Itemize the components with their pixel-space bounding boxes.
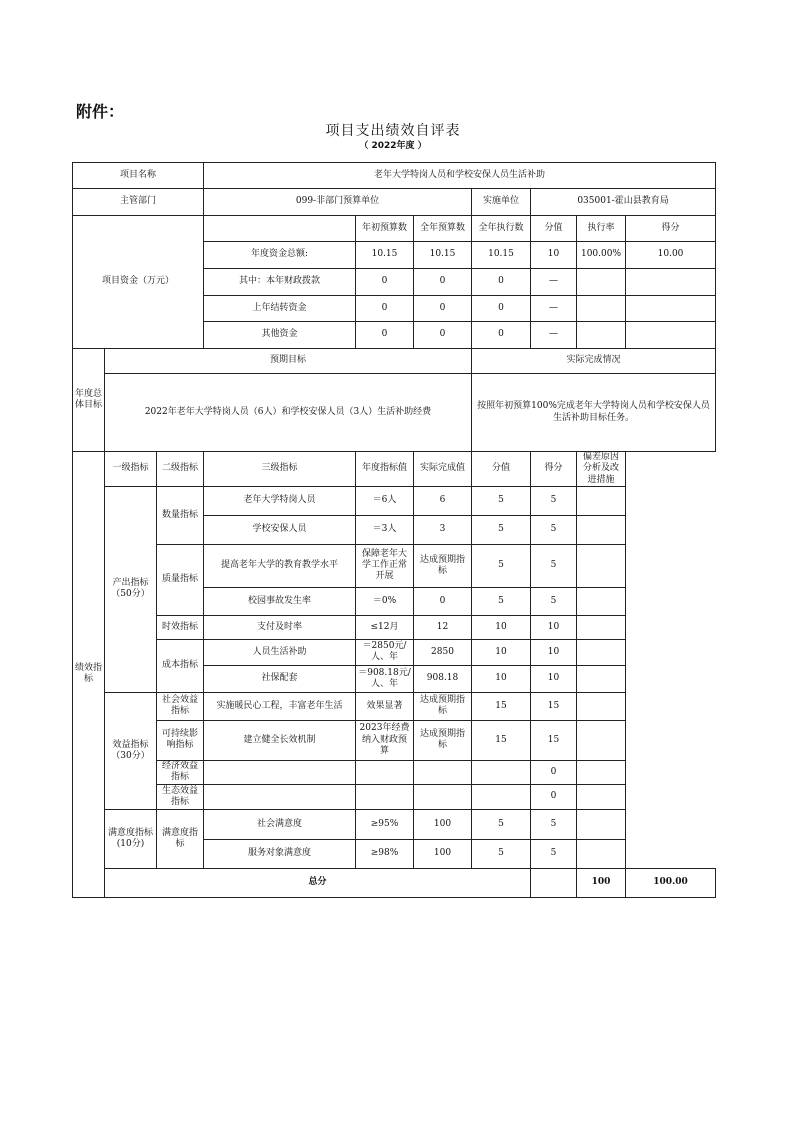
funds-cell: 0: [472, 322, 531, 349]
indicator-got: 0: [531, 760, 577, 784]
indicator-target: ≥95%: [356, 809, 414, 839]
funds-cell: —: [531, 322, 577, 349]
indicator-reason: [577, 784, 626, 809]
indicator-target: ＝2850元/人、年: [356, 639, 414, 665]
funds-cell: [577, 322, 626, 349]
indicator-target: ＝3人: [356, 515, 414, 544]
impl-label: 实施单位: [472, 189, 531, 216]
funds-header-blank: [204, 216, 356, 242]
level2-sustainable: 可持续影响指标: [157, 720, 204, 760]
funds-cell: [626, 269, 716, 296]
indicator-name: 人员生活补助: [204, 639, 356, 665]
indicator-got: 10: [531, 639, 577, 665]
overall-goal-label: 年度总体目标: [73, 349, 105, 452]
funds-cell: 0: [472, 296, 531, 322]
total-label: 总分: [105, 868, 531, 897]
indicator-target: 保障老年大学工作正常开展: [356, 544, 414, 587]
funds-header: 年初预算数: [356, 216, 414, 242]
indicator-actual: [414, 784, 472, 809]
indicator-actual: 6: [414, 486, 472, 515]
total-got: 100.00: [626, 868, 716, 897]
funds-row-name: 年度资金总额:: [204, 242, 356, 269]
funds-cell: 0: [356, 322, 414, 349]
indicator-name: 建立健全长效机制: [204, 720, 356, 760]
indicator-got: 5: [531, 839, 577, 868]
dept-label: 主管部门: [73, 189, 204, 216]
indicator-actual: 100: [414, 839, 472, 868]
indicator-name: 老年大学特岗人员: [204, 486, 356, 515]
perf-header: 得分: [531, 452, 577, 487]
perf-header: 三级指标: [204, 452, 356, 487]
funds-cell: —: [531, 269, 577, 296]
indicator-actual: 达成预期指标: [414, 692, 472, 720]
funds-cell: —: [531, 296, 577, 322]
funds-cell: [577, 296, 626, 322]
indicator-score: 10: [472, 639, 531, 665]
funds-cell: 10.15: [356, 242, 414, 269]
indicator-score: [472, 784, 531, 809]
indicator-reason: [577, 665, 626, 692]
indicator-reason: [577, 544, 626, 587]
indicator-name: 支付及时率: [204, 615, 356, 639]
indicator-score: [472, 760, 531, 784]
funds-cell: 0: [472, 269, 531, 296]
perf-header: 二级指标: [157, 452, 204, 487]
funds-cell: [626, 296, 716, 322]
funds-cell: 0: [356, 269, 414, 296]
indicator-got: 15: [531, 692, 577, 720]
indicator-target: [356, 760, 414, 784]
funds-label: 项目资金（万元）: [73, 216, 204, 349]
indicator-actual: 达成预期指标: [414, 720, 472, 760]
indicator-got: 15: [531, 720, 577, 760]
indicator-actual: 100: [414, 809, 472, 839]
indicator-name: 社会满意度: [204, 809, 356, 839]
total-score: 100: [577, 868, 626, 897]
funds-row-name: 上年结转资金: [204, 296, 356, 322]
indicator-score: 5: [472, 809, 531, 839]
indicator-score: 10: [472, 665, 531, 692]
indicator-score: 5: [472, 587, 531, 615]
funds-cell: 100.00%: [577, 242, 626, 269]
indicator-actual: 0: [414, 587, 472, 615]
expected-goal-header: 预期目标: [105, 349, 472, 374]
dept-value: 099-非部门预算单位: [204, 189, 472, 216]
expected-goal-text: 2022年老年大学特岗人员（6人）和学校安保人员（3人）生活补助经费: [105, 374, 472, 452]
document-title: 项目支出绩效自评表: [325, 123, 461, 139]
funds-cell: 0: [414, 322, 472, 349]
funds-header: 分值: [531, 216, 577, 242]
indicator-target: 效果显著: [356, 692, 414, 720]
funds-cell: 10.15: [414, 242, 472, 269]
level2-social-benefit: 社会效益指标: [157, 692, 204, 720]
perf-header: 分值: [472, 452, 531, 487]
indicator-actual: 达成预期指标: [414, 544, 472, 587]
attachment-label: 附件：: [76, 102, 125, 121]
level2-cost: 成本指标: [157, 639, 204, 692]
funds-header: 得分: [626, 216, 716, 242]
indicator-score: 15: [472, 692, 531, 720]
indicator-name: 服务对象满意度: [204, 839, 356, 868]
funds-cell: 10: [531, 242, 577, 269]
indicator-reason: [577, 486, 626, 515]
indicator-name: 社保配套: [204, 665, 356, 692]
indicator-name: 实施暖民心工程，丰富老年生活: [204, 692, 356, 720]
funds-cell: 0: [356, 296, 414, 322]
actual-result-header: 实际完成情况: [472, 349, 716, 374]
indicator-actual: 2850: [414, 639, 472, 665]
funds-cell: 0: [414, 269, 472, 296]
indicator-name: 校园事故发生率: [204, 587, 356, 615]
level2-economic: 经济效益指标: [157, 760, 204, 784]
level2-quality: 质量指标: [157, 544, 204, 615]
indicator-target: ＝0%: [356, 587, 414, 615]
level2-ecological: 生态效益指标: [157, 784, 204, 809]
project-name-label: 项目名称: [73, 163, 204, 189]
indicator-got: 10: [531, 615, 577, 639]
indicator-actual: [414, 760, 472, 784]
indicator-score: 5: [472, 515, 531, 544]
indicator-target: ≤12月: [356, 615, 414, 639]
indicator-got: 5: [531, 809, 577, 839]
indicator-score: 10: [472, 615, 531, 639]
indicator-actual: 3: [414, 515, 472, 544]
perf-header: 实际完成值: [414, 452, 472, 487]
level2-timeliness: 时效指标: [157, 615, 204, 639]
indicator-got: 5: [531, 587, 577, 615]
funds-cell: 0: [414, 296, 472, 322]
indicator-name: 提高老年大学的教育教学水平: [204, 544, 356, 587]
impl-value: 035001-霍山县教育局: [531, 189, 716, 216]
indicator-reason: [577, 615, 626, 639]
indicator-name: [204, 784, 356, 809]
funds-header: 全年预算数: [414, 216, 472, 242]
funds-cell: 10.15: [472, 242, 531, 269]
level1-benefit: 效益指标（30分）: [105, 692, 157, 809]
perf-header: 年度指标值: [356, 452, 414, 487]
level1-output: 产出指标（50分）: [105, 486, 157, 692]
indicator-actual: 908.18: [414, 665, 472, 692]
indicator-got: 5: [531, 486, 577, 515]
indicator-reason: [577, 692, 626, 720]
indicator-reason: [577, 760, 626, 784]
indicator-target: [356, 784, 414, 809]
indicator-score: 5: [472, 544, 531, 587]
total-blank: [531, 868, 577, 897]
funds-header: 执行率: [577, 216, 626, 242]
indicator-reason: [577, 639, 626, 665]
indicator-name: [204, 760, 356, 784]
funds-cell: [577, 269, 626, 296]
indicator-target: ＝6人: [356, 486, 414, 515]
perf-header: 一级指标: [105, 452, 157, 487]
indicator-reason: [577, 720, 626, 760]
indicator-target: 2023年经费纳入财政预算: [356, 720, 414, 760]
funds-cell: 10.00: [626, 242, 716, 269]
indicator-score: 5: [472, 839, 531, 868]
level2-satisfaction: 满意度指标: [157, 809, 204, 868]
indicator-reason: [577, 587, 626, 615]
indicator-got: 5: [531, 544, 577, 587]
perf-header: 偏差原因分析及改进措施: [577, 452, 626, 487]
indicator-target: ≥98%: [356, 839, 414, 868]
indicator-got: 5: [531, 515, 577, 544]
indicator-reason: [577, 515, 626, 544]
document-year: （ 2022年度 ）: [359, 141, 427, 151]
self-evaluation-table: [72, 162, 716, 898]
indicator-score: 5: [472, 486, 531, 515]
actual-result-text: 按照年初预算100%完成老年大学特岗人员和学校安保人员生活补助目标任务。: [472, 374, 716, 452]
level1-satisfaction: 满意度指标(10分): [105, 809, 157, 868]
indicator-name: 学校安保人员: [204, 515, 356, 544]
funds-row-name: 其他资金: [204, 322, 356, 349]
funds-row-name: 其中：本年财政拨款: [204, 269, 356, 296]
project-name: 老年大学特岗人员和学校安保人员生活补助: [204, 163, 716, 189]
level2-quantity: 数量指标: [157, 486, 204, 544]
indicator-actual: 12: [414, 615, 472, 639]
indicator-reason: [577, 809, 626, 839]
indicator-got: 0: [531, 784, 577, 809]
perf-label: 绩效指标: [73, 452, 105, 898]
funds-cell: [626, 322, 716, 349]
indicator-got: 10: [531, 665, 577, 692]
indicator-reason: [577, 839, 626, 868]
indicator-score: 15: [472, 720, 531, 760]
funds-header: 全年执行数: [472, 216, 531, 242]
indicator-target: ＝908.18元/人、年: [356, 665, 414, 692]
